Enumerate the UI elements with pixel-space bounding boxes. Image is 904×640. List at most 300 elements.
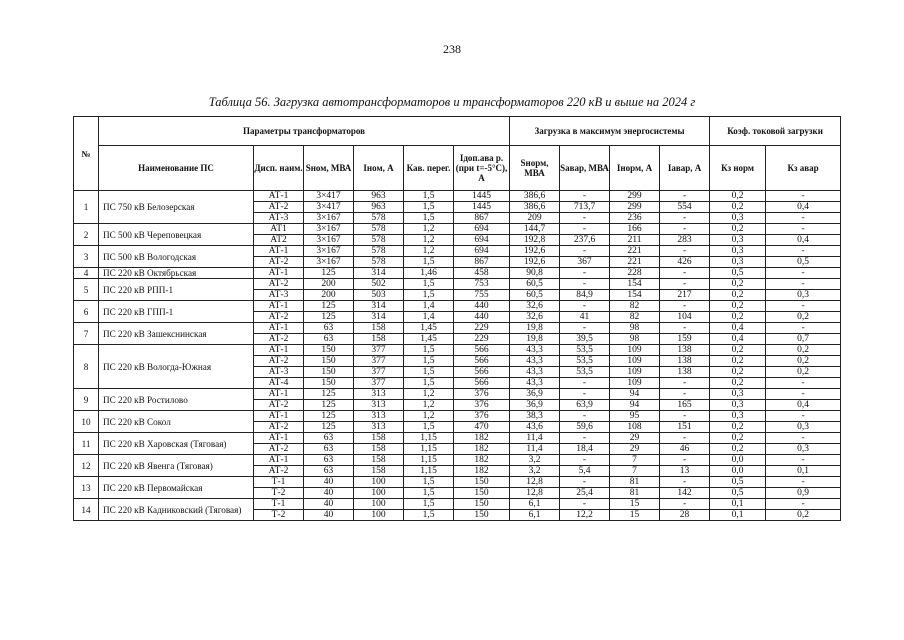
table-cell: - [660, 433, 710, 444]
table-cell: - [766, 455, 841, 466]
header-snom: Sном, МВА [304, 146, 354, 191]
table-cell: 138 [660, 367, 710, 378]
table-cell: 12,2 [560, 510, 610, 521]
table-cell: 81 [610, 477, 660, 488]
table-cell: 158 [354, 444, 404, 455]
table-cell: 36,9 [510, 389, 560, 400]
table-cell: 63 [304, 455, 354, 466]
table-cell: 0,2 [766, 345, 841, 356]
substation-number: 6 [74, 301, 99, 323]
table-cell: 13 [660, 466, 710, 477]
table-cell: 125 [304, 389, 354, 400]
table-cell: АТ-1 [254, 345, 304, 356]
table-cell: 60,5 [510, 279, 560, 290]
table-cell: 109 [610, 367, 660, 378]
table-cell: 1,2 [404, 400, 454, 411]
table-cell: - [766, 246, 841, 257]
table-cell: - [560, 323, 610, 334]
table-cell: 182 [454, 466, 510, 477]
substation-name: ПС 220 кВ Первомайская [99, 477, 254, 499]
table-cell: 192,6 [510, 246, 560, 257]
table-cell: - [766, 433, 841, 444]
table-cell: 1,2 [404, 411, 454, 422]
table-cell: 150 [304, 378, 354, 389]
table-cell: - [766, 378, 841, 389]
substation-number: 11 [74, 433, 99, 455]
table-cell: 166 [610, 224, 660, 235]
table-cell: 3×417 [304, 191, 354, 202]
table-cell: 0,2 [710, 279, 766, 290]
table-cell: 554 [660, 202, 710, 213]
table-cell: - [560, 279, 610, 290]
table-cell: 0,2 [710, 290, 766, 301]
table-cell: 6,1 [510, 499, 560, 510]
table-cell: 43,6 [510, 422, 560, 433]
table-cell: 1,45 [404, 334, 454, 345]
table-cell: 217 [660, 290, 710, 301]
substation-number: 2 [74, 224, 99, 246]
table-cell: 182 [454, 433, 510, 444]
table-cell: 1,15 [404, 444, 454, 455]
table-cell: 150 [304, 356, 354, 367]
table-cell: 150 [304, 345, 354, 356]
table-cell: - [560, 378, 610, 389]
table-cell: 753 [454, 279, 510, 290]
table-cell: 1,5 [404, 488, 454, 499]
table-cell: 0,1 [766, 466, 841, 477]
table-cell: 1445 [454, 202, 510, 213]
table-cell: 150 [304, 367, 354, 378]
table-cell: 63 [304, 433, 354, 444]
table-cell: 125 [304, 422, 354, 433]
table-cell: 100 [354, 488, 404, 499]
table-cell: 11,4 [510, 433, 560, 444]
table-cell: 1,15 [404, 433, 454, 444]
table-cell: 0,0 [710, 455, 766, 466]
table-cell: 0,2 [710, 345, 766, 356]
table-cell: - [560, 301, 610, 312]
table-cell: 0,7 [766, 334, 841, 345]
table-cell: 0,3 [710, 235, 766, 246]
table-cell: 502 [354, 279, 404, 290]
table-cell: 503 [354, 290, 404, 301]
table-cell: АТ-2 [254, 279, 304, 290]
table-cell: - [660, 301, 710, 312]
table-cell: 165 [660, 400, 710, 411]
table-cell: 40 [304, 510, 354, 521]
substation-number: 14 [74, 499, 99, 521]
table-cell: 0,2 [710, 378, 766, 389]
table-cell: 109 [610, 378, 660, 389]
substation-number: 9 [74, 389, 99, 411]
table-cell: АТ-1 [254, 301, 304, 312]
table-cell: - [660, 411, 710, 422]
table-cell: 0,3 [710, 389, 766, 400]
page-number: 238 [443, 42, 461, 56]
table-cell: - [660, 279, 710, 290]
table-cell: 566 [454, 345, 510, 356]
table-cell: АТ-1 [254, 411, 304, 422]
table-cell: 0,5 [710, 488, 766, 499]
table-cell: 367 [560, 257, 610, 268]
table-cell: АТ-1 [254, 433, 304, 444]
table-cell: 1,15 [404, 466, 454, 477]
table-cell: 426 [660, 257, 710, 268]
table-cell: 458 [454, 268, 510, 279]
table-cell: 963 [354, 202, 404, 213]
table-cell: АТ-3 [254, 367, 304, 378]
table-cell: 867 [454, 213, 510, 224]
table-cell: 43,3 [510, 378, 560, 389]
table-cell: 18,4 [560, 444, 610, 455]
table-row [74, 191, 841, 202]
table-cell: 0,2 [766, 510, 841, 521]
table-row [74, 301, 841, 312]
table-cell: 3×167 [304, 213, 354, 224]
table-cell: 109 [610, 345, 660, 356]
table-cell: АТ-2 [254, 356, 304, 367]
table-cell: 59,6 [560, 422, 610, 433]
table-cell: Т-2 [254, 510, 304, 521]
table-cell: 229 [454, 334, 510, 345]
table-cell: 154 [610, 290, 660, 301]
table-cell: 0,4 [710, 334, 766, 345]
table-cell: - [560, 246, 610, 257]
table-cell: 3×167 [304, 246, 354, 257]
table-cell: 386,6 [510, 191, 560, 202]
header-group-coef: Коэф. токовой загрузки [710, 117, 841, 146]
header-no: № [74, 117, 99, 191]
table-cell: 15 [610, 499, 660, 510]
table-cell: АТ-2 [254, 312, 304, 323]
table-cell: АТ-3 [254, 213, 304, 224]
table-cell: 3×167 [304, 224, 354, 235]
table-cell: 63 [304, 334, 354, 345]
table-cell: АТ-1 [254, 191, 304, 202]
table-cell: 1,2 [404, 389, 454, 400]
table-cell: АТ2 [254, 235, 304, 246]
table-row [74, 279, 841, 290]
substation-name: ПС 500 кВ Череповецкая [99, 224, 254, 246]
table-cell: 95 [610, 411, 660, 422]
table-cell: - [766, 279, 841, 290]
table-cell: 1,5 [404, 356, 454, 367]
table-cell: 1,5 [404, 202, 454, 213]
table-cell: 440 [454, 301, 510, 312]
table-cell: 104 [660, 312, 710, 323]
table-cell: 29 [610, 433, 660, 444]
substation-number: 10 [74, 411, 99, 433]
table-cell: 158 [354, 334, 404, 345]
table-cell: 40 [304, 477, 354, 488]
substation-number: 3 [74, 246, 99, 268]
table-cell: 376 [454, 400, 510, 411]
table-cell: 3×417 [304, 202, 354, 213]
table-cell: 1,2 [404, 224, 454, 235]
table-cell: 228 [610, 268, 660, 279]
table-cell: АТ-1 [254, 323, 304, 334]
table-cell: АТ1 [254, 224, 304, 235]
table-cell: АТ-1 [254, 389, 304, 400]
table-cell: 1,5 [404, 191, 454, 202]
table-cell: 1,5 [404, 213, 454, 224]
table-cell: 40 [304, 499, 354, 510]
table-cell: - [660, 268, 710, 279]
table-cell: 0,3 [710, 246, 766, 257]
table-cell: 53,5 [560, 367, 610, 378]
table-cell: - [660, 224, 710, 235]
table-cell: 0,4 [766, 400, 841, 411]
table-cell: 0,3 [766, 422, 841, 433]
table-cell: 125 [304, 301, 354, 312]
table-cell: 154 [610, 279, 660, 290]
table-cell: 46 [660, 444, 710, 455]
table-cell: - [766, 411, 841, 422]
table-cell: 28 [660, 510, 710, 521]
table-cell: АТ-2 [254, 466, 304, 477]
table-cell: АТ-2 [254, 444, 304, 455]
table-cell: 1,5 [404, 257, 454, 268]
table-cell: 1,5 [404, 422, 454, 433]
table-cell: - [766, 323, 841, 334]
table-cell: 0,3 [766, 444, 841, 455]
table-cell: 159 [660, 334, 710, 345]
table-cell: 0,2 [710, 444, 766, 455]
table-cell: 1,2 [404, 246, 454, 257]
table-cell: 100 [354, 510, 404, 521]
table-cell: 192,8 [510, 235, 560, 246]
table-cell: 377 [354, 367, 404, 378]
table-row [74, 246, 841, 257]
table-cell: 578 [354, 246, 404, 257]
table-cell: 32,6 [510, 312, 560, 323]
table-cell: 12,8 [510, 488, 560, 499]
table-cell: Т-1 [254, 499, 304, 510]
table-cell: 314 [354, 312, 404, 323]
table-cell: 1,15 [404, 455, 454, 466]
table-cell: 578 [354, 213, 404, 224]
table-cell: 109 [610, 356, 660, 367]
table-cell: 0,4 [766, 202, 841, 213]
table-cell: 0,2 [766, 312, 841, 323]
substation-number: 13 [74, 477, 99, 499]
table-cell: 144,7 [510, 224, 560, 235]
table-cell: АТ-1 [254, 268, 304, 279]
substation-name: ПС 220 кВ Харовская (Тяговая) [99, 433, 254, 455]
table-cell: 1,5 [404, 477, 454, 488]
table-cell: - [560, 477, 610, 488]
table-cell: 313 [354, 411, 404, 422]
substation-name: ПС 220 кВ Вологда-Южная [99, 345, 254, 389]
table-cell: 313 [354, 389, 404, 400]
substation-name: ПС 220 кВ Кадниковский (Тяговая) [99, 499, 254, 521]
table-row [74, 268, 841, 279]
table-cell: 138 [660, 345, 710, 356]
table-cell: 0,2 [710, 356, 766, 367]
table-cell: 0,0 [710, 466, 766, 477]
table-cell: 125 [304, 411, 354, 422]
table-cell: - [560, 411, 610, 422]
table-cell: 0,2 [710, 367, 766, 378]
table-cell: 221 [610, 257, 660, 268]
table-cell: 313 [354, 422, 404, 433]
table-cell: 142 [660, 488, 710, 499]
table-cell: 151 [660, 422, 710, 433]
table-cell: 81 [610, 488, 660, 499]
table-cell: 1,46 [404, 268, 454, 279]
table-row [74, 433, 841, 444]
table-cell: 470 [454, 422, 510, 433]
table-cell: - [560, 389, 610, 400]
table-cell: 138 [660, 356, 710, 367]
table-cell: - [660, 499, 710, 510]
table-cell: - [766, 301, 841, 312]
table-cell: 211 [610, 235, 660, 246]
table-cell: 192,6 [510, 257, 560, 268]
table-cell: 0,1 [710, 499, 766, 510]
header-inorm: Iнорм, А [610, 146, 660, 191]
table-cell: 43,3 [510, 356, 560, 367]
table-cell: - [660, 246, 710, 257]
table-cell: - [660, 477, 710, 488]
table-cell: АТ-2 [254, 202, 304, 213]
substation-name: ПС 500 кВ Вологодская [99, 246, 254, 268]
table-row [74, 499, 841, 510]
table-cell: 0,1 [710, 510, 766, 521]
table-row [74, 323, 841, 334]
table-cell: 63,9 [560, 400, 610, 411]
table-cell: 0,4 [710, 323, 766, 334]
table-row [74, 389, 841, 400]
table-cell: АТ-2 [254, 422, 304, 433]
table-cell: 0,2 [710, 301, 766, 312]
table-cell: 314 [354, 301, 404, 312]
header-kz-avar: Кз авар [766, 146, 841, 191]
table-cell: 82 [610, 301, 660, 312]
table-cell: 0,3 [710, 257, 766, 268]
table-cell: 376 [454, 411, 510, 422]
table-cell: - [766, 191, 841, 202]
table-cell: 98 [610, 334, 660, 345]
table-cell: 377 [354, 378, 404, 389]
table-cell: 229 [454, 323, 510, 334]
table-cell: 158 [354, 323, 404, 334]
table-cell: 299 [610, 191, 660, 202]
table-cell: 3,2 [510, 466, 560, 477]
table-row [74, 411, 841, 422]
substation-name: ПС 220 кВ РПП-1 [99, 279, 254, 301]
table-cell: 150 [454, 510, 510, 521]
table-cell: 12,8 [510, 477, 560, 488]
table-cell: 150 [454, 488, 510, 499]
table-row [74, 477, 841, 488]
table-cell: 1,5 [404, 510, 454, 521]
table-cell: - [560, 191, 610, 202]
table-cell: 38,3 [510, 411, 560, 422]
table-cell: 0,2 [710, 191, 766, 202]
header-idop: Iдоп.ава р. (при t=-5°C), А [454, 146, 510, 191]
header-iavar: Iавар, А [660, 146, 710, 191]
table-cell: 578 [354, 257, 404, 268]
table-cell: 11,4 [510, 444, 560, 455]
table-cell: 1,4 [404, 301, 454, 312]
table-cell: 0,3 [710, 213, 766, 224]
table-cell: 125 [304, 312, 354, 323]
substation-name: ПС 220 кВ Ростилово [99, 389, 254, 411]
table-cell: 1,5 [404, 367, 454, 378]
table-cell: АТ-2 [254, 257, 304, 268]
table-cell: 377 [354, 356, 404, 367]
table-cell: 15 [610, 510, 660, 521]
table-cell: 40 [304, 488, 354, 499]
table-cell: 755 [454, 290, 510, 301]
table-cell: - [766, 389, 841, 400]
table-cell: 94 [610, 400, 660, 411]
substation-name: ПС 220 кВ Октябрьская [99, 268, 254, 279]
table-cell: 36,9 [510, 400, 560, 411]
table-cell: 158 [354, 455, 404, 466]
table-cell: 63 [304, 323, 354, 334]
header-name: Наименование ПС [99, 146, 254, 191]
table-row [74, 345, 841, 356]
table-cell: 963 [354, 191, 404, 202]
table-cell: 566 [454, 367, 510, 378]
table-cell: - [660, 323, 710, 334]
table-cell: 125 [304, 400, 354, 411]
header-disp: Дисп. наим. [254, 146, 304, 191]
table-cell: АТ-1 [254, 246, 304, 257]
table-cell: АТ-4 [254, 378, 304, 389]
table-cell: 7 [610, 455, 660, 466]
table-cell: 377 [354, 345, 404, 356]
table-cell: 867 [454, 257, 510, 268]
table-cell: 0,5 [766, 257, 841, 268]
table-cell: 19,8 [510, 323, 560, 334]
table-cell: 158 [354, 433, 404, 444]
table-cell: 0,9 [766, 488, 841, 499]
table-cell: 1,5 [404, 279, 454, 290]
substation-number: 12 [74, 455, 99, 477]
table-cell: 314 [354, 268, 404, 279]
header-group-load: Загрузка в максимум энергосистемы [510, 117, 710, 146]
table-cell: 60,5 [510, 290, 560, 301]
table-cell: 0,3 [766, 290, 841, 301]
transformer-load-table [73, 116, 841, 521]
table-cell: - [660, 378, 710, 389]
table-cell: 1,5 [404, 499, 454, 510]
table-cell: 6,1 [510, 510, 560, 521]
table-cell: - [766, 499, 841, 510]
table-cell: 200 [304, 279, 354, 290]
table-cell: - [560, 224, 610, 235]
table-body [74, 191, 841, 521]
header-kz-norm: Кз норм [710, 146, 766, 191]
substation-number: 8 [74, 345, 99, 389]
table-caption: Таблица 56. Загрузка автотрансформаторов и трансформаторов 220 кВ и выше на 2024 г [208, 95, 696, 109]
table-cell: Т-1 [254, 477, 304, 488]
table-cell: 566 [454, 378, 510, 389]
table-cell: 98 [610, 323, 660, 334]
table-cell: 0,2 [710, 312, 766, 323]
table-cell: - [560, 213, 610, 224]
table-cell: 53,5 [560, 345, 610, 356]
substation-number: 4 [74, 268, 99, 279]
table-cell: - [560, 268, 610, 279]
table-cell: 0,2 [710, 202, 766, 213]
substation-name: ПС 750 кВ Белозерская [99, 191, 254, 224]
header-inom: Iном, А [354, 146, 404, 191]
table-cell: 182 [454, 444, 510, 455]
